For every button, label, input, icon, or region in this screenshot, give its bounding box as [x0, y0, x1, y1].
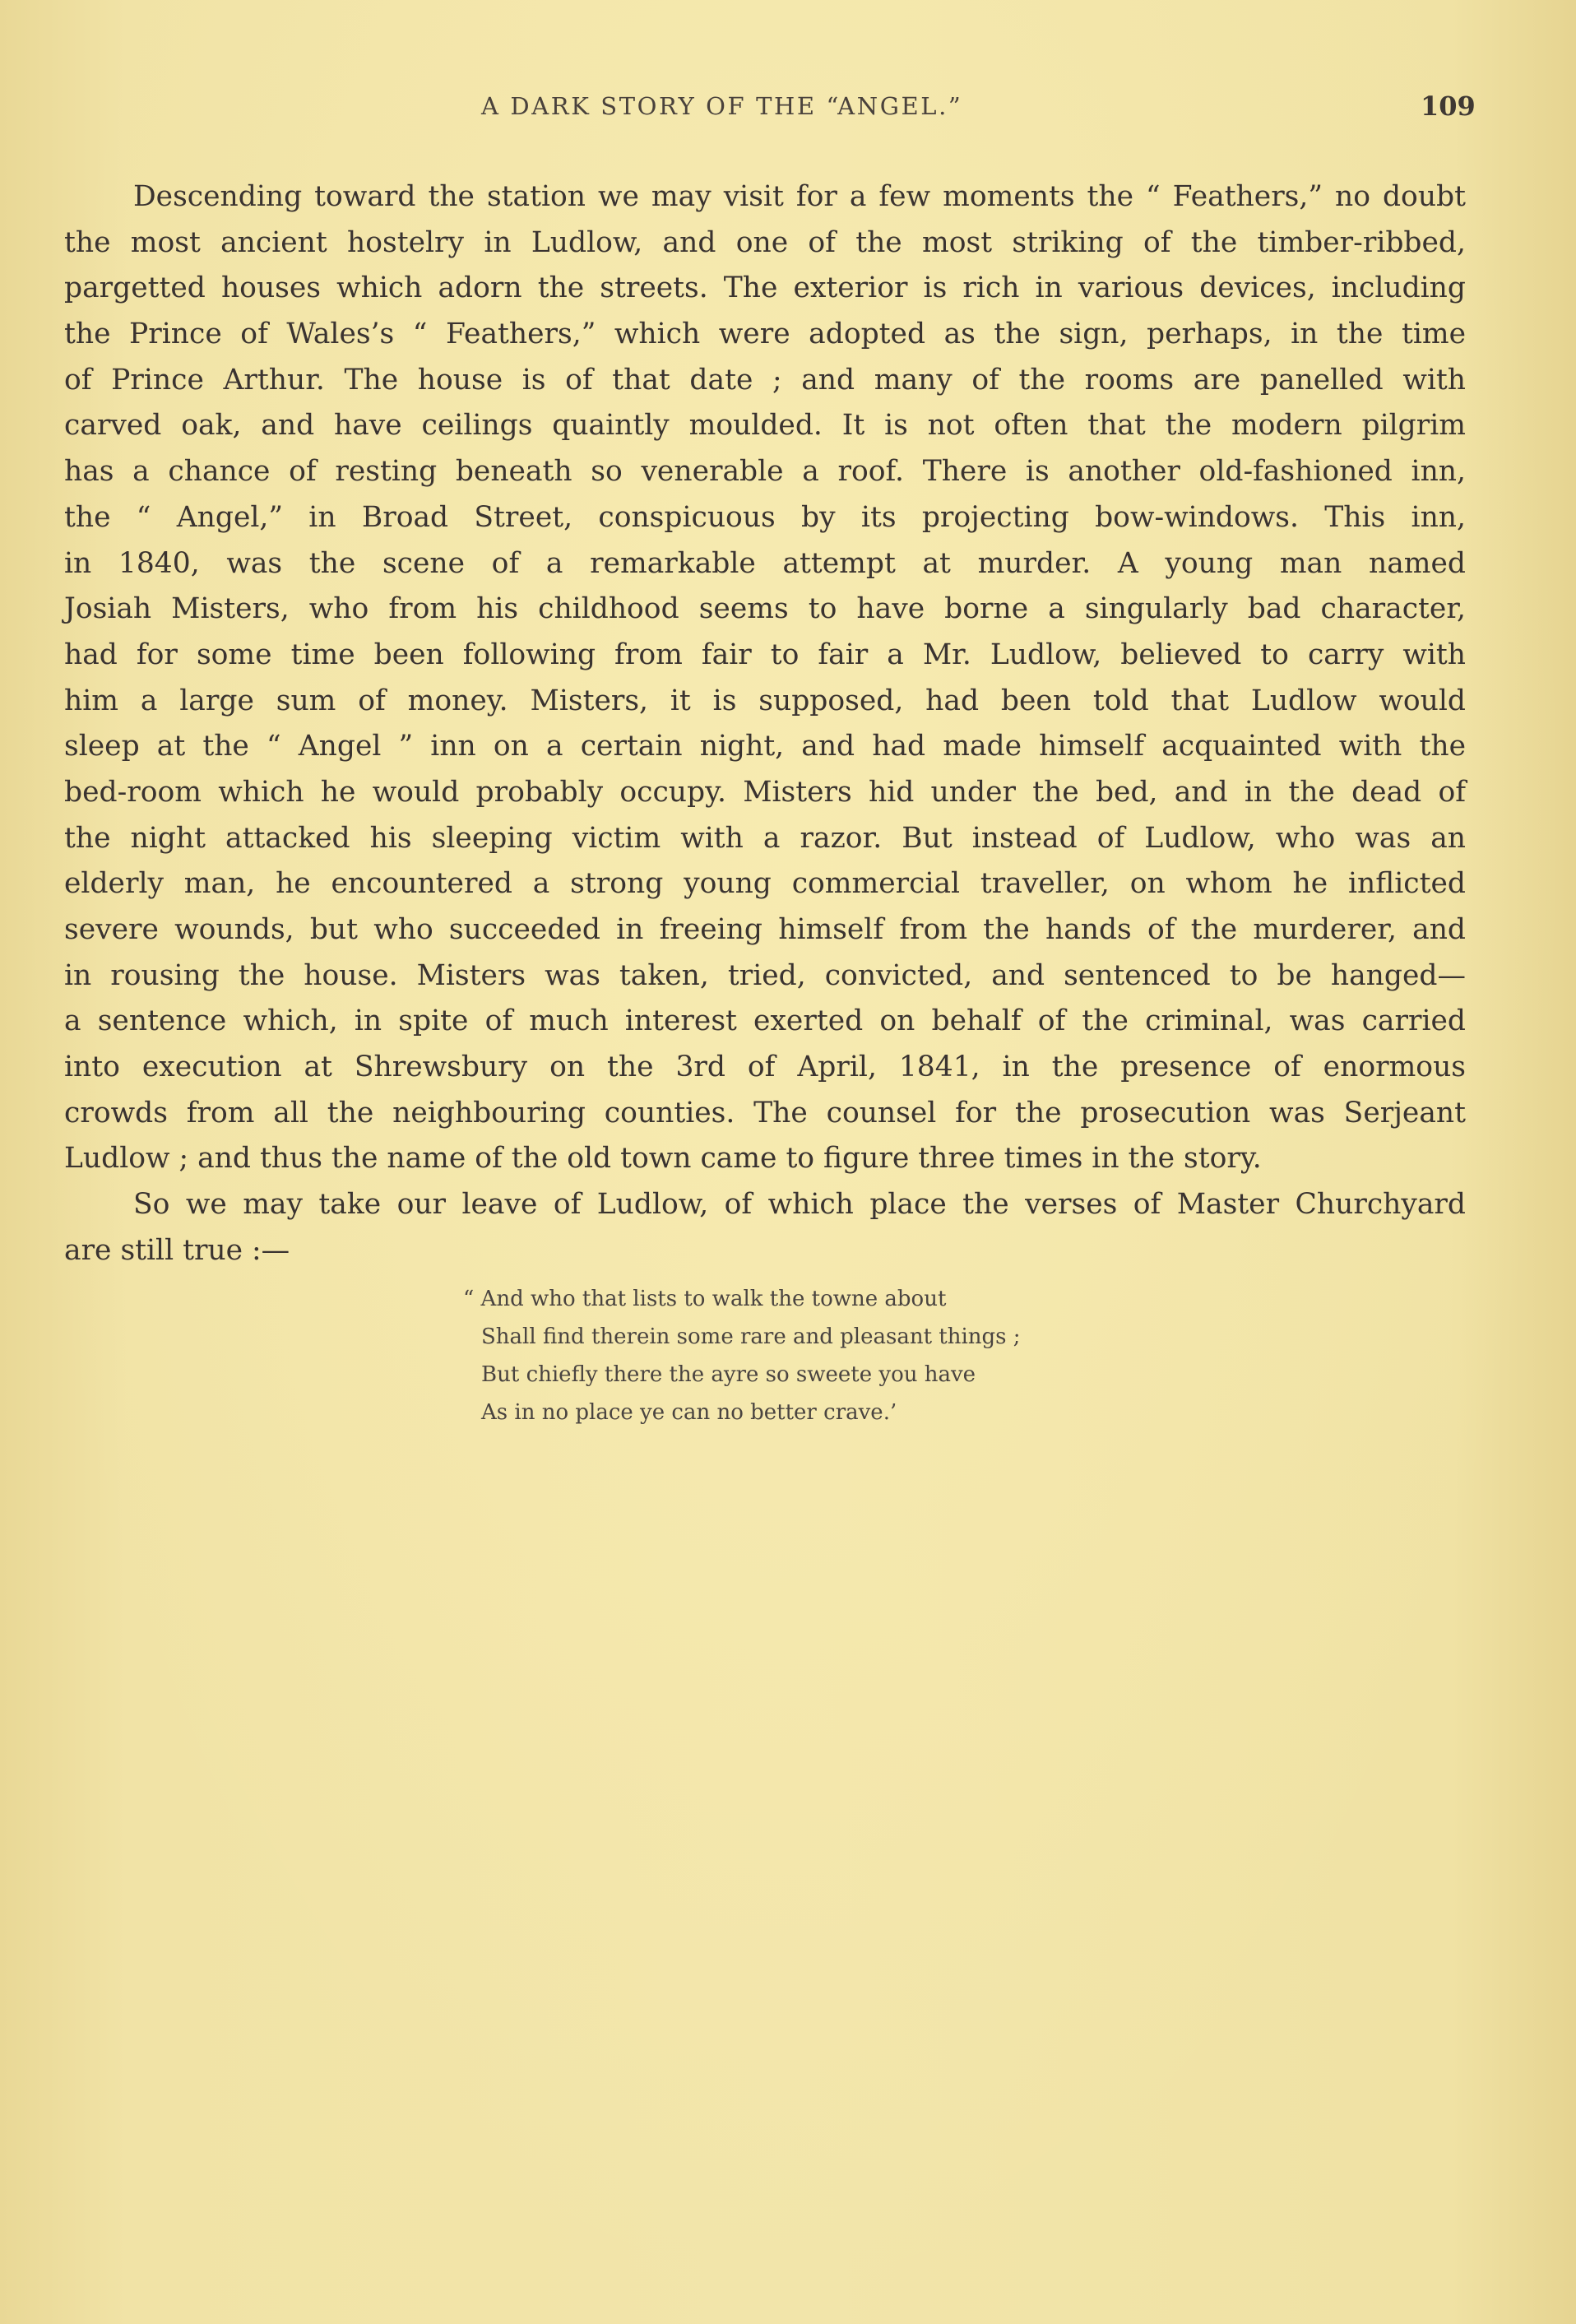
- verse-quotation: [463, 1280, 1121, 1431]
- paragraph-1-line-14: bed-room which he would probably occupy. Misters hid under the bed, and in the dead of: [64, 775, 1466, 809]
- paragraph-1-line-5: of Prince Arthur. The house is of that date ; and many of the rooms are panelled with: [64, 363, 1466, 397]
- paragraph-2-line-2: are still true :—: [64, 1233, 290, 1267]
- paragraph-1-line-20: into execution at Shrewsbury on the 3rd of April, 1841, in the presence of enormous: [64, 1051, 1466, 1084]
- paragraph-1-line-8: the “ Angel,” in Broad Street, conspicuous by its projecting bow-windows. This inn,: [64, 500, 1466, 534]
- paragraph-1-line-11: had for some time been following from fair to fair a Mr. Ludlow, believed to carry with: [64, 638, 1466, 671]
- paragraph-1-line-16: elderly man, he encountered a strong young commercial traveller, on whom he inflicted: [64, 867, 1466, 901]
- verse-line-3: But chiefly there the ayre so sweete you have: [481, 1362, 976, 1387]
- paragraph-1-line-18: in rousing the house. Misters was taken, tried, convicted, and sentenced to be hanged—: [64, 958, 1466, 992]
- verse-line-2: Shall find therein some rare and pleasant things ;: [481, 1324, 1021, 1349]
- paragraph-1-line-3: pargetted houses which adorn the streets. The exterior is rich in various devices, including: [64, 271, 1466, 305]
- paragraph-1-line-13: sleep at the “ Angel ” inn on a certain night, and had made himself acquainted with the: [64, 730, 1466, 763]
- running-title: A DARK STORY OF THE “ANGEL.”: [481, 92, 963, 120]
- body-text: [64, 174, 1466, 1274]
- paragraph-1-line-10: Josiah Misters, who from his childhood seems to have borne a singularly bad character,: [64, 592, 1466, 626]
- paragraph-1-line-21: crowds from all the neighbouring counties. The counsel for the prosecution was Serjeant: [64, 1096, 1466, 1130]
- running-head: [0, 92, 1576, 133]
- paragraph-1-line-15: the night attacked his sleeping victim with a razor. But instead of Ludlow, who was an: [64, 821, 1466, 855]
- verse-line-1: “ And who that lists to walk the towne about: [463, 1287, 947, 1311]
- page-number: 109: [1421, 90, 1476, 122]
- paragraph-1-line-1: Descending toward the station we may visit for a few moments the “ Feathers,” no doubt: [133, 180, 1466, 213]
- paragraph-1-line-2: the most ancient hostelry in Ludlow, and one of the most striking of the timber-ribbed,: [64, 225, 1466, 259]
- paragraph-1-line-7: has a chance of resting beneath so venerable a roof. There is another old-fashioned inn,: [64, 455, 1466, 489]
- paragraph-1-line-6: carved oak, and have ceilings quaintly moulded. It is not often that the modern pilgrim: [64, 409, 1466, 443]
- paragraph-1-line-9: in 1840, was the scene of a remarkable attempt at murder. A young man named: [64, 546, 1466, 580]
- paragraph-1-line-22: Ludlow ; and thus the name of the old town came to figure three times in the story.: [64, 1142, 1262, 1176]
- paragraph-1-line-19: a sentence which, in spite of much interest exerted on behalf of the criminal, was carried: [64, 1004, 1466, 1038]
- verse-line-4: As in no place ye can no better crave.’: [481, 1400, 897, 1425]
- paragraph-2-line-1: So we may take our leave of Ludlow, of which place the verses of Master Churchyard: [133, 1188, 1466, 1222]
- paragraph-1-line-17: severe wounds, but who succeeded in freeing himself from the hands of the murderer, and: [64, 913, 1466, 946]
- paragraph-1-line-12: him a large sum of money. Misters, it is supposed, had been told that Ludlow would: [64, 684, 1466, 717]
- paragraph-1-line-4: the Prince of Wales’s “ Feathers,” which were adopted as the sign, perhaps, in the time: [64, 318, 1466, 351]
